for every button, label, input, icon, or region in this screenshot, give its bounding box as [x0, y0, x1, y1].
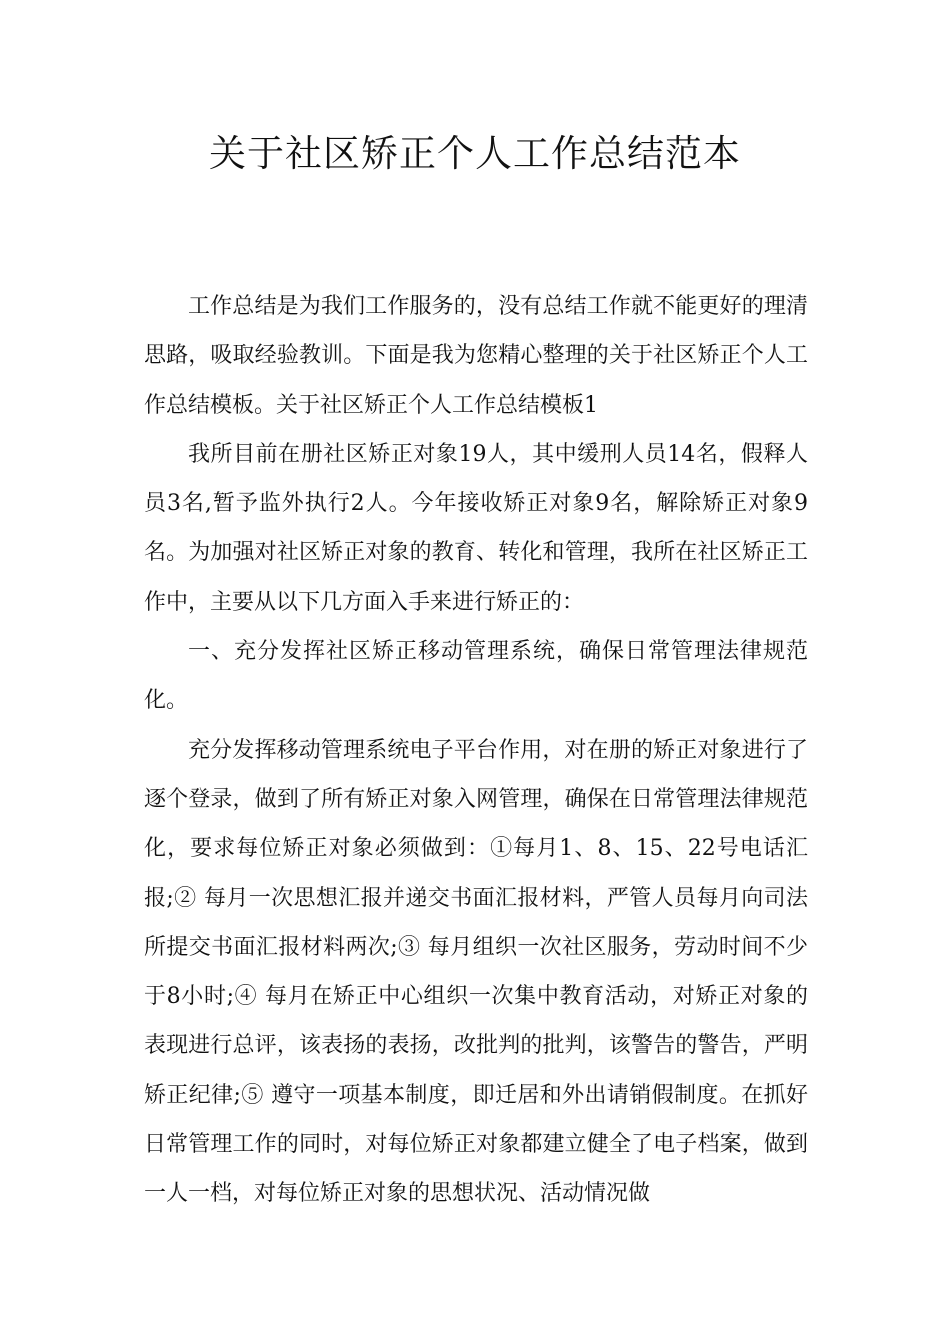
document-body — [144, 282, 808, 1219]
section-heading-1: 一、充分发挥社区矫正移动管理系统，确保日常管理法律规范化。 — [144, 639, 808, 714]
paragraph-mobile-management: 充分发挥移动管理系统电子平台作用，对在册的矫正对象进行了逐个登录，做到了所有矫正对象入网管理，确保在日常管理法律规范化，要求每位矫正对象必须做到：①每月1、8、15、22号电话汇报;② 每月一次思想汇报并递交书面汇报材料，严管人员每月向司法所提交书面汇报材料两次;③ 每月组织一次社区服务，劳动时间不少于8小时;④ 每月在矫正中心组织一次集中教育活动，对矫正对象的表现进行总评，该表扬的表扬，改批判的批判，该警告的警告，严明矫正纪律;⑤ 遵守一项基本制度，即迁居和外出请销假制度。在抓好日常管理工作的同时，对每位矫正对象都建立健全了电子档案，做到一人一档，对每位矫正对象的思想状况、活动情况做 — [144, 737, 808, 1207]
document-title: 关于社区矫正个人工作总结范本 — [209, 132, 741, 175]
paragraph-intro: 工作总结是为我们工作服务的，没有总结工作就不能更好的理清思路，吸取经验教训。下面是我为您精心整理的关于社区矫正个人工作总结模板。关于社区矫正个人工作总结模板1 — [144, 294, 808, 418]
paragraph-statistics: 我所目前在册社区矫正对象19人，其中缓刑人员14名，假释人员3名,暂予监外执行2人。今年接收矫正对象9名，解除矫正对象9名。为加强对社区矫正对象的教育、转化和管理，我所在社区矫正工作中，主要从以下几方面入手来进行矫正的： — [144, 441, 808, 615]
